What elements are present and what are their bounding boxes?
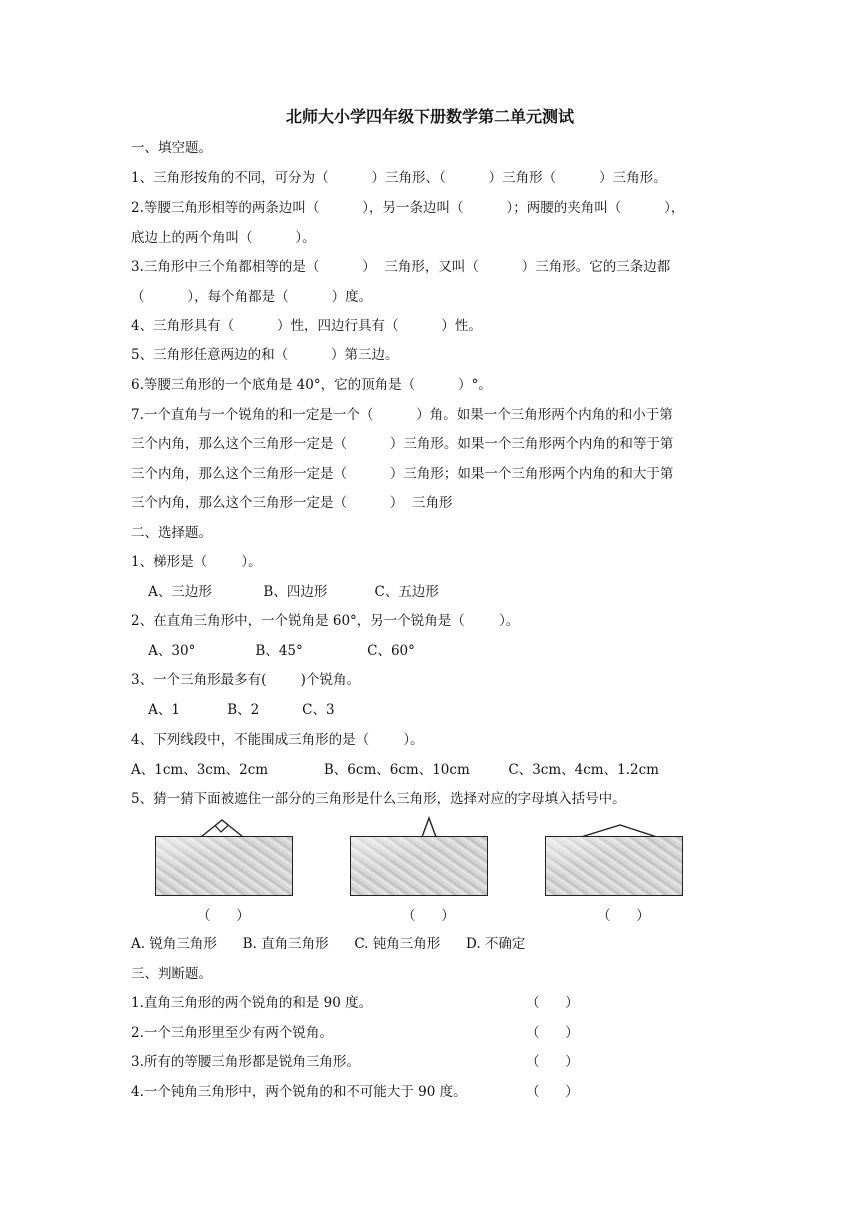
text-line: 三个内角，那么这个三角形一定是（ ） 三角形 (131, 495, 453, 511)
figure-acute-triangle (350, 816, 488, 896)
text-line: A、1 B、2 C、3 (131, 702, 335, 718)
text-line: A. 锐角三角形 B. 直角三角形 C. 钝角三角形 D. 不确定 (131, 936, 526, 952)
judge-paren[interactable]: （ ） (526, 1084, 579, 1100)
text-line: 3.三角形中三个角都相等的是（ ） 三角形，又叫（ ）三角形。它的三条边都 (131, 259, 671, 275)
cover-block (545, 836, 683, 896)
text-line: 4、三角形具有（ ）性，四边行具有（ ）性。 (131, 318, 482, 334)
cover-block (155, 836, 293, 896)
page-title: 北师大小学四年级下册数学第二单元测试 (285, 107, 574, 126)
answer-paren[interactable]: （ ） (197, 908, 250, 924)
answer-paren[interactable]: （ ） (597, 908, 650, 924)
text-line: 2.等腰三角形相等的两条边叫（ ），另一条边叫（ ）；两腰的夹角叫（ ）， (131, 200, 685, 216)
figure-right-triangle (155, 816, 293, 896)
figure-obtuse-triangle (545, 816, 683, 896)
text-line: A、30° B、45° C、60° (131, 643, 415, 659)
text-line: 6.等腰三角形的一个底角是 40°，它的顶角是（ ）°。 (131, 377, 492, 393)
text-line: 4、下列线段中，不能围成三角形的是（ ）。 (131, 732, 424, 748)
text-line: 1、梯形是（ ）。 (131, 554, 262, 570)
text-line: （ ），每个角都是（ ）度。 (131, 289, 373, 305)
text-line: 7.一个直角与一个锐角的和一定是一个（ ）角。如果一个三角形两个内角的和小于第 (131, 407, 673, 423)
text-line: 5、三角形任意两边的和（ ）第三边。 (131, 347, 399, 363)
cover-block (350, 836, 488, 896)
text-line: A、1cm、3cm、2cm B、6cm、6cm、10cm C、3cm、4cm、1.2cm (131, 762, 659, 778)
text-line: 5、猜一猜下面被遮住一部分的三角形是什么三角形，选择对应的字母填入括号中。 (131, 791, 626, 807)
text-line: 2、在直角三角形中，一个锐角是 60°，另一个锐角是（ ）。 (131, 613, 520, 629)
judge-paren[interactable]: （ ） (526, 1054, 579, 1070)
text-line: 4.一个钝角三角形中，两个锐角的和不可能大于 90 度。 (131, 1084, 467, 1100)
text-line: 2.一个三角形里至少有两个锐角。 (131, 1025, 333, 1041)
text-line: 二、选择题。 (131, 525, 212, 541)
text-line: 3、一个三角形最多有( )个锐角。 (131, 672, 360, 688)
text-line: 3.所有的等腰三角形都是锐角三角形。 (131, 1054, 360, 1070)
text-line: 一、填空题。 (131, 140, 212, 156)
text-line: 三、判断题。 (131, 966, 212, 982)
text-line: 1、三角形按角的不同，可分为（ ）三角形、（ ）三角形（ ）三角形。 (131, 170, 667, 186)
text-line: 三个内角，那么这个三角形一定是（ ）三角形；如果一个三角形两个内角的和大于第 (131, 466, 674, 482)
text-line: 1.直角三角形的两个锐角的和是 90 度。 (131, 995, 373, 1011)
text-line: 三个内角，那么这个三角形一定是（ ）三角形。如果一个三角形两个内角的和等于第 (131, 436, 674, 452)
text-line: A、三边形 B、四边形 C、五边形 (131, 584, 439, 600)
judge-paren[interactable]: （ ） (526, 1025, 579, 1041)
answer-paren[interactable]: （ ） (402, 908, 455, 924)
judge-paren[interactable]: （ ） (526, 995, 579, 1011)
text-line: 底边上的两个角叫（ ）。 (131, 230, 316, 246)
